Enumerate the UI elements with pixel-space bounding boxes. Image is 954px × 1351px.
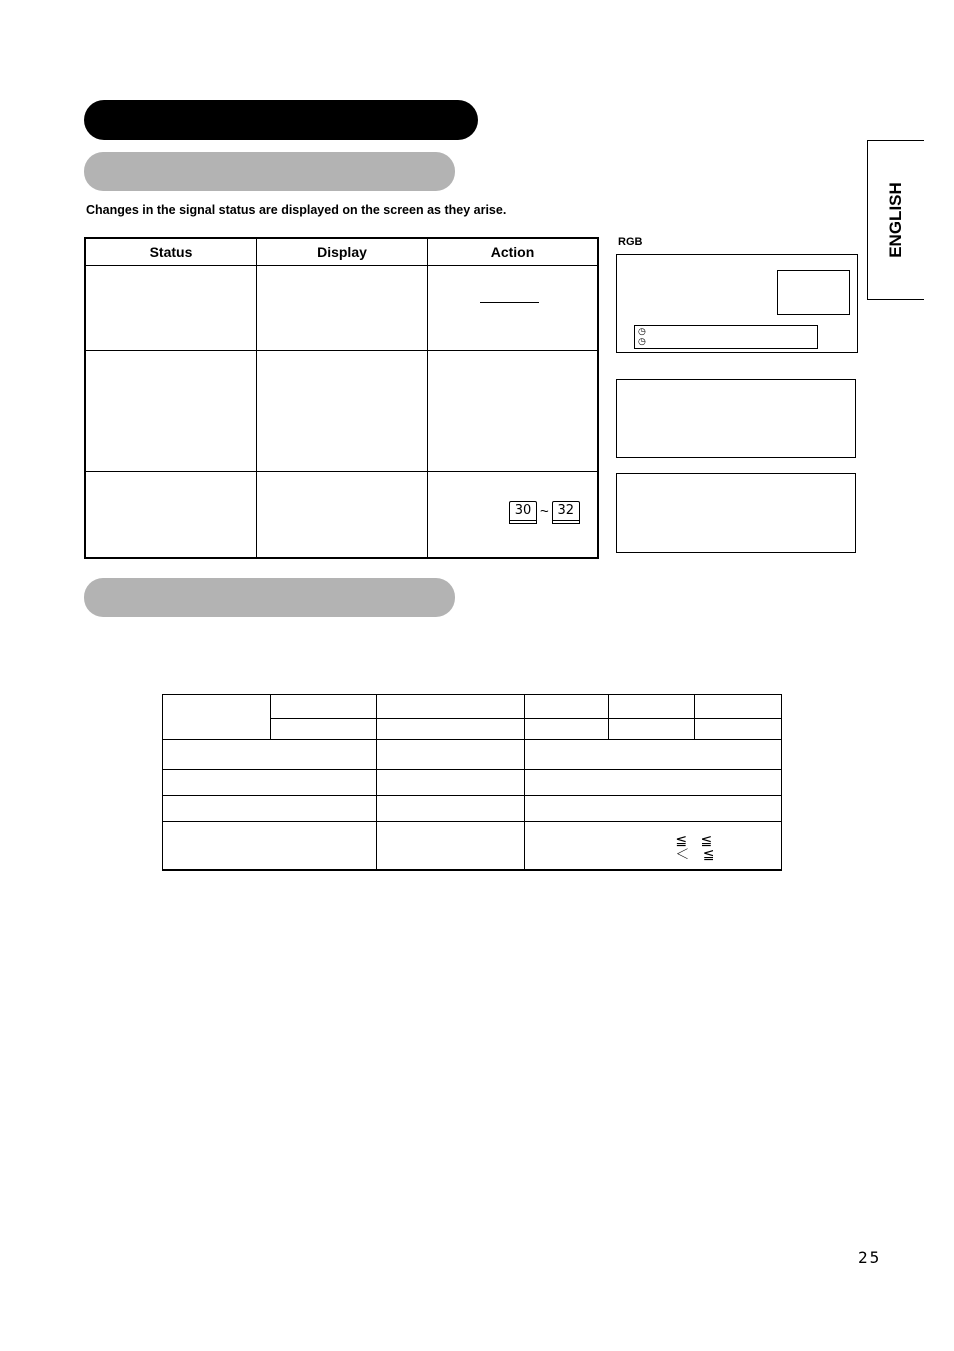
table-row (163, 796, 782, 822)
status-column-header: Status (85, 238, 257, 266)
message-display-box (616, 473, 856, 553)
table-cell (376, 796, 525, 822)
table-cell (609, 695, 695, 719)
table-cell (525, 740, 782, 770)
signal-spec-table (162, 694, 782, 871)
clock-icon: ◷ (638, 326, 646, 336)
table-cell (163, 822, 377, 870)
screen-status-bar (634, 325, 818, 349)
subsection-header-bar-signal-status (84, 152, 455, 191)
table-cell (376, 770, 525, 796)
table-row (163, 822, 782, 870)
display-column-header: Display (257, 238, 428, 266)
display-cell (257, 351, 428, 472)
table-cell (270, 719, 376, 740)
display-cell (257, 266, 428, 351)
display-cell (257, 472, 428, 558)
underline-mark (480, 302, 539, 303)
range-separator: ~ (540, 502, 549, 520)
table-row (85, 472, 598, 558)
table-cell (163, 695, 271, 740)
language-tab-label: ENGLISH (886, 182, 905, 258)
action-cell (428, 266, 599, 351)
section-header-bar (84, 100, 478, 140)
page-reference (509, 501, 580, 521)
table-cell (376, 740, 525, 770)
table-cell (525, 695, 609, 719)
table-cell (376, 719, 525, 740)
inequality-row: ＜ ≦ (675, 847, 715, 863)
table-cell (695, 695, 782, 719)
table-cell (270, 695, 376, 719)
status-cell (85, 351, 257, 472)
inequality-row: ≦ ≦ (675, 833, 713, 849)
table-cell (376, 695, 525, 719)
table-row (163, 740, 782, 770)
signal-status-table (84, 237, 599, 559)
language-tab (867, 140, 924, 300)
table-cell (525, 796, 782, 822)
intro-text: Changes in the signal status are displayed on the screen as they arise. (86, 203, 507, 217)
message-display-box (616, 379, 856, 458)
inequality-symbols (675, 834, 714, 862)
table-row (163, 695, 782, 719)
table-cell (163, 740, 377, 770)
table-cell (525, 822, 782, 870)
table-cell (163, 770, 377, 796)
action-column-header: Action (428, 238, 599, 266)
table-row (163, 770, 782, 796)
book-icon-page-ref-from: 30 (509, 501, 537, 521)
table-header-row (85, 238, 598, 266)
table-cell (376, 822, 525, 870)
subsection-header-bar-specs (84, 578, 455, 617)
table-cell (609, 719, 695, 740)
action-cell (428, 472, 599, 558)
table-cell (163, 796, 377, 822)
table-cell (695, 719, 782, 740)
screen-inner-box (777, 270, 850, 315)
clock-icon: ◷ (638, 336, 646, 346)
table-cell (525, 770, 782, 796)
table-row (85, 351, 598, 472)
table-cell (525, 719, 609, 740)
action-cell (428, 351, 599, 472)
status-cell (85, 266, 257, 351)
page-number: 25 (858, 1248, 882, 1267)
book-icon-page-ref-to: 32 (552, 501, 580, 521)
table-row (85, 266, 598, 351)
rgb-label: RGB (618, 236, 643, 248)
status-cell (85, 472, 257, 558)
